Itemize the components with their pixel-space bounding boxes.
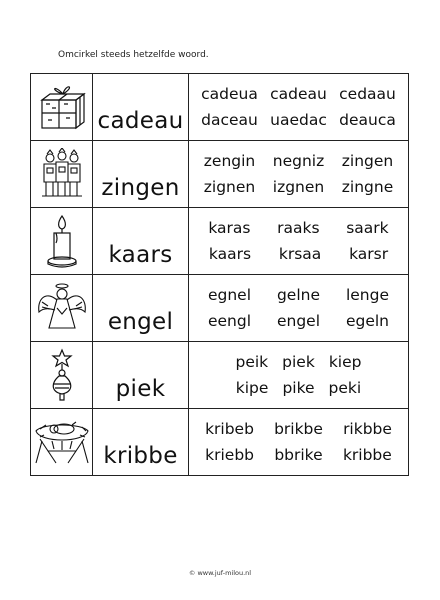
word-option[interactable]: saark bbox=[346, 219, 389, 237]
word-option[interactable]: deauca bbox=[339, 111, 396, 129]
word-option[interactable]: rikbbe bbox=[343, 420, 392, 438]
word-matching-table bbox=[30, 73, 409, 476]
word-option[interactable]: cadeau bbox=[270, 85, 327, 103]
word-option[interactable]: piek bbox=[282, 353, 315, 371]
word-option[interactable]: peik bbox=[235, 353, 269, 371]
word-option[interactable]: zignen bbox=[203, 178, 256, 196]
word-option[interactable]: egnel bbox=[207, 286, 252, 304]
word-option[interactable]: raaks bbox=[277, 219, 320, 237]
worksheet-row bbox=[31, 141, 409, 208]
word-option[interactable]: zingne bbox=[341, 178, 394, 196]
worksheet-row bbox=[31, 342, 409, 409]
footer-credit: © www.juf-milou.nl bbox=[188, 569, 252, 577]
target-word: kribbe bbox=[103, 443, 178, 469]
word-option[interactable]: kipe bbox=[235, 379, 269, 397]
target-word: kaars bbox=[108, 242, 173, 268]
word-option[interactable]: egeln bbox=[345, 312, 390, 330]
word-option[interactable]: engel bbox=[276, 312, 321, 330]
candle-icon bbox=[42, 214, 82, 268]
word-option[interactable]: zingen bbox=[341, 152, 394, 170]
word-option[interactable]: peki bbox=[328, 379, 362, 397]
tree-topper-icon bbox=[44, 348, 80, 402]
instruction-text: Omcirkel steeds hetzelfde woord. bbox=[58, 50, 209, 60]
worksheet-row bbox=[31, 275, 409, 342]
word-option[interactable]: negniz bbox=[272, 152, 325, 170]
word-option[interactable]: kiep bbox=[328, 353, 362, 371]
word-option[interactable]: pike bbox=[282, 379, 315, 397]
carol-singers-icon bbox=[38, 148, 86, 200]
worksheet-row bbox=[31, 208, 409, 275]
word-option[interactable]: daceau bbox=[201, 111, 258, 129]
word-option[interactable]: cadeua bbox=[201, 85, 258, 103]
target-word: engel bbox=[107, 309, 174, 335]
word-option[interactable]: kribeb bbox=[205, 420, 254, 438]
word-option[interactable]: lenge bbox=[345, 286, 390, 304]
word-option[interactable]: eengl bbox=[207, 312, 252, 330]
word-option[interactable]: brikbe bbox=[274, 420, 323, 438]
word-option[interactable]: karsr bbox=[349, 245, 389, 263]
manger-icon bbox=[32, 417, 92, 467]
worksheet-row bbox=[31, 409, 409, 476]
word-option[interactable]: uaedac bbox=[270, 111, 327, 129]
target-word: cadeau bbox=[97, 108, 184, 134]
target-word: zingen bbox=[101, 175, 180, 201]
word-option[interactable]: bbrike bbox=[274, 446, 323, 464]
worksheet-row bbox=[31, 74, 409, 141]
word-option[interactable]: karas bbox=[208, 219, 251, 237]
word-option[interactable]: kribbe bbox=[342, 446, 392, 464]
word-option[interactable]: gelne bbox=[276, 286, 321, 304]
word-option[interactable]: kaars bbox=[208, 245, 252, 263]
word-option[interactable]: kriebb bbox=[205, 446, 255, 464]
gift-icon bbox=[36, 82, 88, 132]
angel-icon bbox=[35, 282, 89, 334]
word-option[interactable]: cedaau bbox=[339, 85, 396, 103]
word-option[interactable]: zengin bbox=[203, 152, 256, 170]
word-option[interactable]: krsaa bbox=[278, 245, 322, 263]
word-option[interactable]: izgnen bbox=[272, 178, 325, 196]
target-word: piek bbox=[115, 376, 166, 402]
